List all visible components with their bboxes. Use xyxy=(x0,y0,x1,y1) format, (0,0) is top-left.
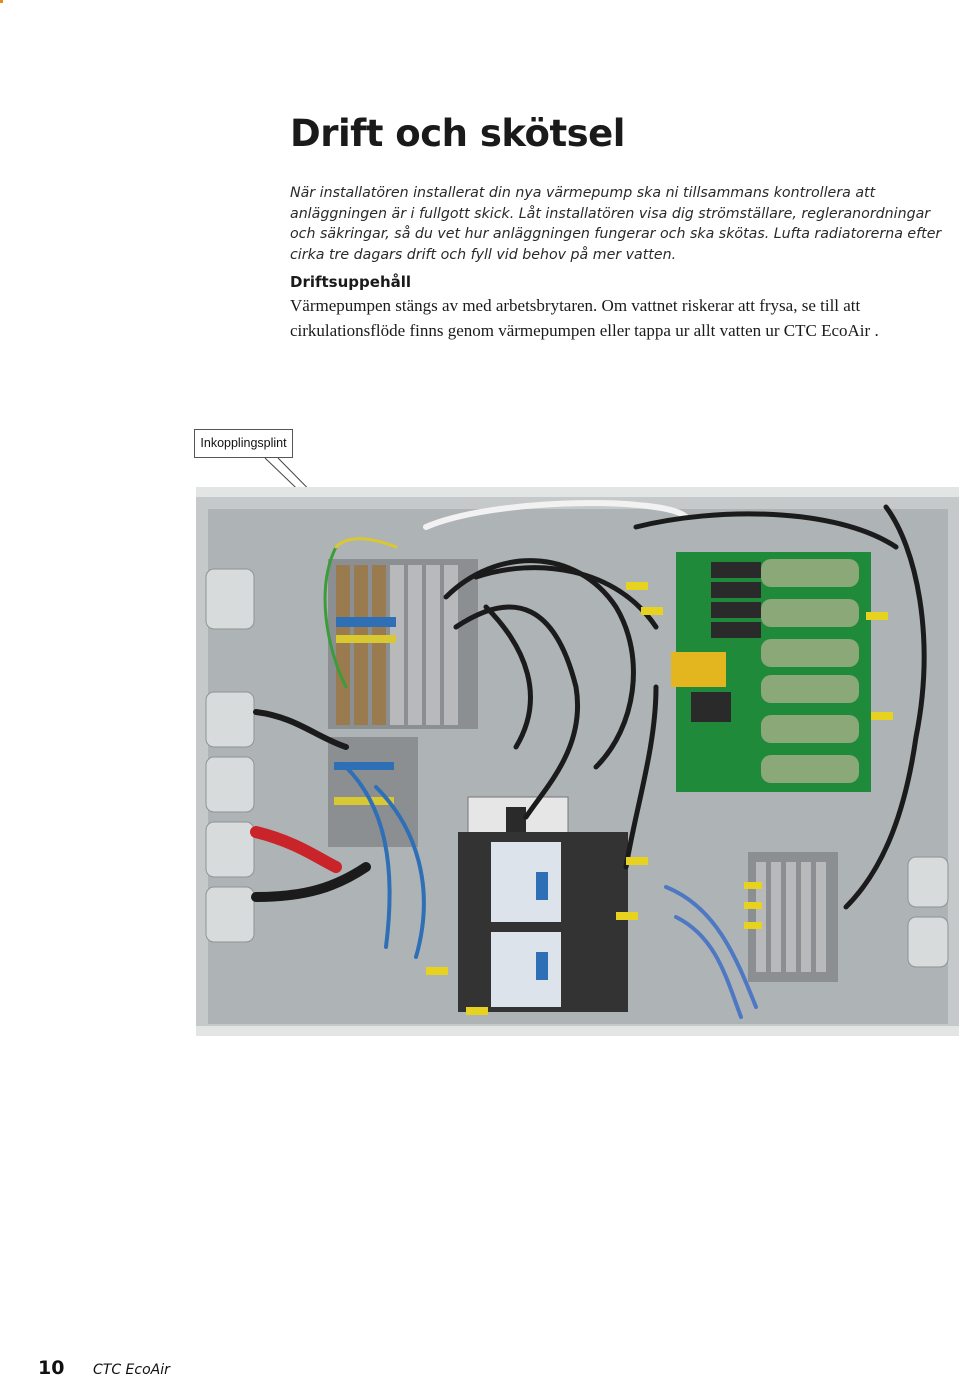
page-number: 10 xyxy=(38,1357,65,1379)
page-title: Drift och skötsel xyxy=(290,112,625,155)
corner-mark xyxy=(0,0,3,3)
section-body: Värmepumpen stängs av med arbetsbrytaren. Om vattnet riskerar att frysa, se till att cirkulationsflöde finns genom värmepumpen eller tappa ur allt vatten ur CTC EcoAir . xyxy=(290,296,879,340)
footer-product-name: CTC EcoAir xyxy=(93,1362,170,1378)
section-heading: Driftsuppehåll xyxy=(290,273,412,291)
electrical-cabinet-photo xyxy=(196,487,959,1036)
callout-label: Inkopplingsplint xyxy=(194,429,293,458)
intro-paragraph: När installatören installerat din nya värmepump ska ni tillsammans kontrollera att anläggningen är i fullgott skick. Låt installatören visa dig strömställare, regleranordningar och säkringar, så du vet hur anläggningen fungerar och ska skötas. Lufta radiatorerna efter cirka tre dagars drift och fyll vid behov på mer vatten. xyxy=(290,185,942,263)
terminal-block-right xyxy=(748,852,838,982)
